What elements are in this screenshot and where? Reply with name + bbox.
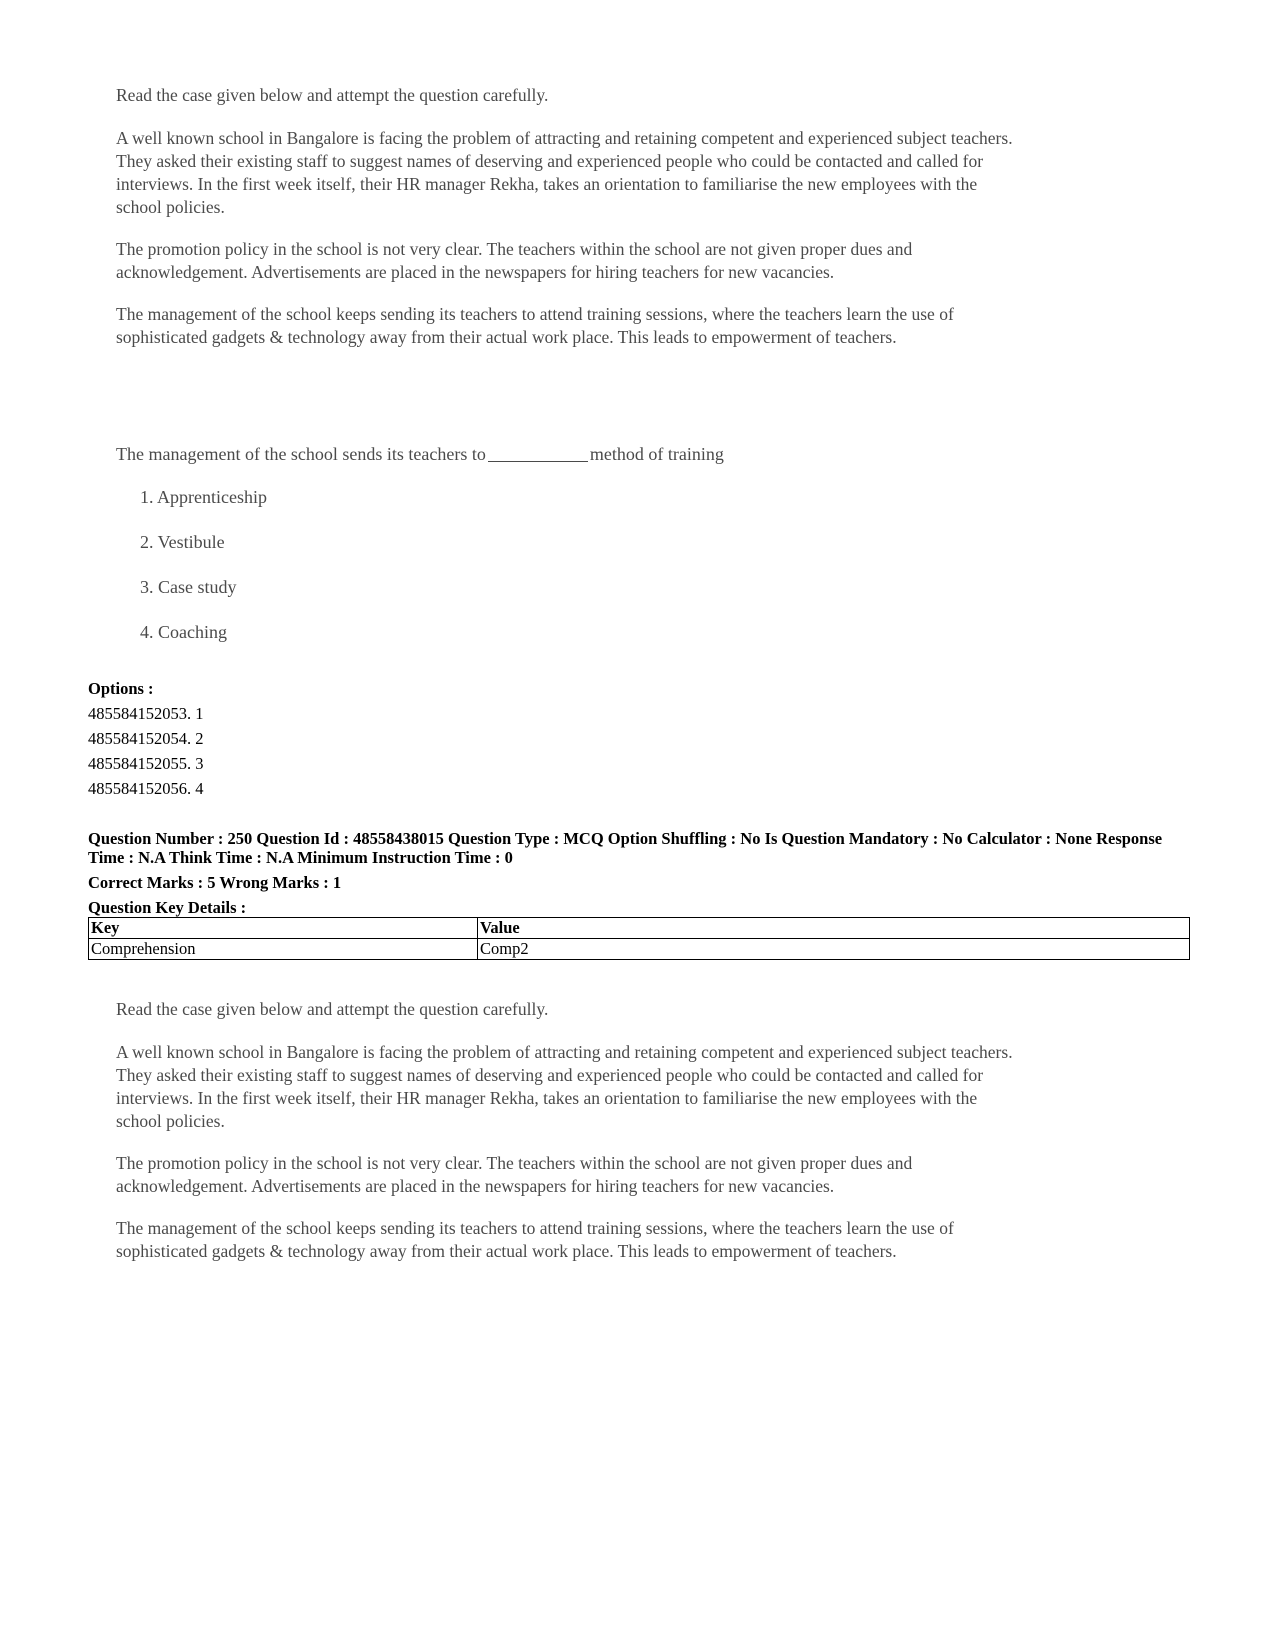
table-header-row bbox=[89, 918, 1190, 939]
question-meta bbox=[88, 829, 1198, 923]
question-details: Question Number : 250 Question Id : 48558438015 Question Type : MCQ Option Shuffling : No Is Question Mandatory : No Calculator : None Response Time : N.A Think Time : N.A Minimum Instruction Time : 0 bbox=[88, 829, 1163, 867]
case-paragraph: A well known school in Bangalore is facing the problem of attracting and retaining competent and experienced subject teachers. They asked their existing staff to suggest names of deserving and experienced people who could be contacted and called for interviews. In the first week itself, their HR manager Rekha, takes an orientation to familiarise the new employees with the school policies. bbox=[116, 1042, 1013, 1131]
case-intro: Read the case given below and attempt the question carefully. bbox=[116, 999, 549, 1019]
option-item: 485584152056. 4 bbox=[88, 779, 204, 798]
option-item: 485584152054. 2 bbox=[88, 729, 204, 748]
choice-item: 2. Vestibule bbox=[140, 532, 225, 552]
choice-item: 1. Apprenticeship bbox=[140, 487, 267, 507]
choice-item: 3. Case study bbox=[140, 577, 237, 597]
case-paragraph: The promotion policy in the school is not very clear. The teachers within the school are not given proper dues and acknowledgement. Advertisements are placed in the newspapers for hiring teachers for new vacancies. bbox=[116, 239, 913, 282]
key-table bbox=[88, 917, 1190, 960]
options-heading: Options : bbox=[88, 679, 154, 698]
answer-blank bbox=[488, 461, 588, 462]
case-paragraph: The management of the school keeps sending its teachers to attend training sessions, where the teachers learn the use of sophisticated gadgets & technology away from their actual work place. This leads to empowerment of teachers. bbox=[116, 304, 954, 347]
question-text bbox=[116, 444, 724, 465]
options-section bbox=[88, 676, 204, 801]
question-after-blank: method of training bbox=[589, 444, 724, 464]
case-paragraph: The promotion policy in the school is not very clear. The teachers within the school are not given proper dues and acknowledgement. Advertisements are placed in the newspapers for hiring teachers for new vacancies. bbox=[116, 1153, 913, 1196]
table-row bbox=[89, 939, 1190, 960]
option-item: 485584152055. 3 bbox=[88, 754, 204, 773]
header-key: Key bbox=[89, 918, 478, 939]
case-intro: Read the case given below and attempt the question carefully. bbox=[116, 85, 549, 105]
case-paragraph: The management of the school keeps sending its teachers to attend training sessions, where the teachers learn the use of sophisticated gadgets & technology away from their actual work place. This leads to empowerment of teachers. bbox=[116, 1218, 954, 1261]
option-item: 485584152053. 1 bbox=[88, 704, 204, 723]
header-value: Value bbox=[478, 918, 1190, 939]
case-paragraph: A well known school in Bangalore is facing the problem of attracting and retaining competent and experienced subject teachers. They asked their existing staff to suggest names of deserving and experienced people who could be contacted and called for interviews. In the first week itself, their HR manager Rekha, takes an orientation to familiarise the new employees with the school policies. bbox=[116, 128, 1013, 217]
cell-key: Comprehension bbox=[89, 939, 478, 960]
choice-item: 4. Coaching bbox=[140, 622, 227, 642]
choice-list bbox=[140, 487, 267, 667]
cell-value: Comp2 bbox=[478, 939, 1190, 960]
key-details-heading: Question Key Details : bbox=[88, 898, 247, 917]
case-image-2 bbox=[116, 998, 1016, 1282]
case-image-1 bbox=[116, 84, 1016, 368]
question-before-blank: The management of the school sends its teachers to bbox=[116, 444, 486, 464]
marks-details: Correct Marks : 5 Wrong Marks : 1 bbox=[88, 873, 342, 892]
